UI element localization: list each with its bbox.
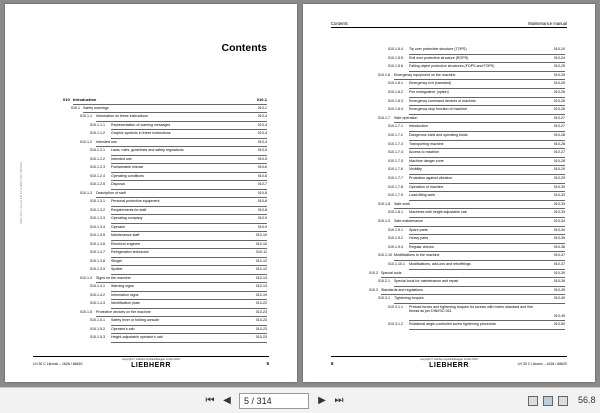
page-number-input[interactable] [239,393,309,409]
side-vertical-text: LWS 30 C Litronic EN 18 S 0001 FDC 05/2016 [19,161,23,224]
toc-entry[interactable] [63,96,267,105]
toc-entry-title: Safe work [394,201,410,206]
toc-entry-number: 010.1.3 [80,190,92,195]
toc-entry[interactable] [63,249,267,258]
toc-entry-page: 010-12 [255,267,267,271]
toc-entry[interactable] [63,283,267,292]
toc-entry-title: Introduction [409,124,428,129]
toc-entry-page: 010-26 [553,90,565,94]
toc-entry-title: Safety lever or folding console [111,318,160,322]
toc-entry-number: 010.1.6.2 [388,90,403,94]
toc-entry[interactable] [63,164,267,173]
toc-entry-page: 010-8 [257,207,267,212]
toc-entry-number: 010.3.1.1 [388,305,403,309]
toc-entry-page: 010-39 [553,270,565,275]
toc-entry-title: Safety warnings [83,105,109,110]
toc-entry[interactable] [63,190,267,199]
toc-entry-title: Modifications, add-ons and retrofittings [409,262,471,266]
toc-entry[interactable] [361,123,565,132]
toc-entry[interactable] [361,287,565,296]
toc-entry-page: 010-23 [255,335,267,339]
toc-entry-page: 010-25 [553,81,565,86]
toc-entry-page: 010-8 [257,199,267,203]
page-separator: / [251,396,255,406]
toc-entry-title: Machine danger zone [409,158,444,163]
toc-entry[interactable] [361,175,565,184]
toc-entry-title: Introduction [73,97,97,102]
last-page-icon[interactable]: ⏭ [334,395,344,406]
toc-entry[interactable] [361,55,565,64]
toc-entry-page: 010-5 [257,148,267,152]
toc-entry-title: Operator's cab [111,326,135,331]
toc-entry-number: 010.1.9.2 [388,236,403,241]
toc-entry[interactable] [63,207,267,216]
toc-entry-title: Tip over protective structure (TOPS) [409,47,467,51]
toc-entry-title: Load-lifting work [409,193,436,198]
toc-entry-title: Spotter [111,267,123,271]
toc-entry-number: 010.1.3.6 [90,241,105,246]
toc-entry[interactable] [63,181,267,190]
toc-entry-number: 010.1.10 [378,253,392,258]
toc-entry-title: Description of staff [96,190,126,195]
toc-entry-title: Refrigeration technician [111,250,149,254]
toc-entry[interactable] [63,258,267,267]
toc-entry[interactable] [361,115,565,124]
left-document-page [5,4,297,382]
toc-entry[interactable] [63,122,267,131]
toc-entry-page: 010-27 [553,150,565,155]
toc-entry-title: Operating company [111,216,143,220]
toc-entry[interactable] [63,266,267,275]
toc-entry[interactable] [361,46,565,55]
toc-entry-page: 010-4 [257,131,267,135]
toc-entry-page: 010-28 [553,133,565,137]
toc-entry-number: 010.1.7.3 [388,141,403,146]
toc-entry-title: Transporting machine [409,141,444,146]
toc-entry-number: 010.1.1 [80,114,92,118]
toc-entry-title: Warning signs [111,284,134,288]
two-page-view-icon[interactable] [543,396,553,406]
toc-entry[interactable] [361,201,565,210]
toc-entry-number: 010.1.6.3 [388,98,403,103]
toc-entry-number: 010.1.5 [80,309,92,314]
toc-entry-page: 010-33 [553,193,565,198]
toc-entry-title: Protective devices on the machine [96,309,151,314]
toc-entry[interactable] [361,63,565,72]
toc-entry-title: Information on these instructions [96,114,148,118]
liebherr-logo: LIEBHERR [131,362,171,369]
toc-entry-page: 010-11 [256,250,267,254]
toc-entry-title: Foreseeable misuse [111,165,144,169]
toc-entry-page: 010-30 [553,184,565,189]
toc-entry-page: 010-27 [553,115,565,120]
toc-entry[interactable] [63,147,267,156]
toc-entry-page: 010-49 [553,296,565,301]
toc-entry-title: Special tools [381,270,402,275]
toc-entry-title: Identification plate [111,301,140,305]
toc-entry-page: 010-49 [553,313,565,318]
toc-entry-title: Access to machine [409,150,440,155]
toc-entry[interactable] [361,80,565,89]
toc-entry[interactable] [361,166,565,175]
toc-entry-title: Information signs [111,292,139,297]
toc-entry-page: 010-10 [255,233,267,237]
toc-entry-number: 010.1.10.1 [388,262,405,266]
toc-entry-number: 010.1.7.7 [388,176,403,180]
page-footer [331,356,567,372]
toc-entry-page: 010-35 [553,236,565,241]
toc-entry[interactable] [63,309,267,318]
toc-entry-number: 010.1.7.1 [388,124,403,129]
toc-entry-page: 010-9 [257,216,267,220]
total-pages: 314 [256,396,272,406]
footer-brand [91,358,211,369]
toc-entry-number: 010.1.2 [80,139,92,144]
toc-entry[interactable] [63,326,267,335]
toc-entry[interactable] [361,227,565,236]
toc-entry-page: 010-22 [255,301,267,305]
toc-entry-number: 010.1.5.1 [90,318,105,322]
zoom-level[interactable]: 56.8 [578,395,596,405]
toc-entry-title: Falling object protective structures (FOPS and FOPS) [409,64,495,69]
toc-entry-number: 010.1.5.3 [90,335,105,339]
toc-entry-page: 010-8 [257,190,267,195]
toc-entry[interactable] [63,139,267,148]
toc-entry[interactable] [63,105,267,114]
toc-entry[interactable] [361,158,565,167]
toc-entry-page: 010-10 [255,241,267,246]
toc-entry-number: 010.3.1 [378,296,390,301]
toc-entry-number: 010.1.7 [378,115,390,120]
footer-copyright: copyright © Liebherr-Hydraulikbagger GmbH 2016 [122,358,180,361]
toc-entry-number: 010.1.2.1 [90,148,105,152]
toc-entry-title: Emergency exit (standard) [409,81,452,86]
toc-entry-page: 010-13 [255,275,267,280]
toc-entry[interactable] [361,218,565,227]
toc-entry-title: Visibility [409,167,422,172]
toc-entry-page: 010-23 [255,318,267,322]
toc-entry-page: 010-37 [553,253,565,258]
toc-entry-title: Laws, rules, guidelines and safety regulations [111,148,184,152]
toc-entry-number: 010.1.5.6 [388,64,403,69]
toc-entry[interactable] [361,141,565,150]
toc-entry-number: 010.1.6.1 [388,81,403,86]
toc-entry-number: 010.1.1.2 [90,131,105,135]
contents-title: Contents [221,42,267,54]
toc-entry-rule [111,342,267,343]
toc-entry[interactable] [361,209,565,218]
toc-entry-number: 010.1.6.4 [388,107,403,112]
toc-entry-number: 010.1.8 [378,201,390,206]
toc-entry[interactable] [63,317,267,326]
toc-entry-number: 010.1.3.9 [90,267,105,271]
toc-entry-title: Standards and regulations [381,287,423,292]
toc-entry-page: 010-1 [257,105,267,110]
next-page-icon[interactable]: ▶ [318,395,326,406]
toc-entry[interactable] [361,244,565,253]
toc-entry[interactable] [361,252,565,261]
toc-entry-number: 010.1.4.2 [90,292,105,297]
toc-entry[interactable] [63,113,267,122]
footer-model: LH 30 C Litronic – 1626 / 66620 [33,362,83,366]
toc-entry-page: 010-6 [257,165,267,169]
toc-entry-title: Protection against vibration [409,176,453,180]
toc-entry[interactable] [63,232,267,241]
toc-entry-page: 010-5 [257,156,267,161]
toc-entry-number: 010.1.3.5 [90,233,105,237]
toc-entry-title: Modifications to the machine [394,253,440,258]
toc-entry[interactable] [361,321,565,330]
toc-entry-title: Emergency command devices of machine [409,98,476,103]
toc-entry-title: Safe maintenance [394,219,423,223]
toc-entry-page: 010-49 [553,287,565,292]
toc-entry[interactable] [63,224,267,233]
toc-entry-title: Emergency equipment on the machine [394,72,456,77]
fit-width-icon[interactable] [558,396,568,406]
toc-entry-title: Roll over protective structure (ROPS) [409,55,469,60]
toc-entry-number: 010.1.7.9 [388,193,403,198]
toc-entry-number: 010.1.4.3 [90,301,105,305]
toc-entry-title: Operating conditions [111,173,144,178]
toc-entry[interactable] [361,295,565,304]
toc-entry-number: 010.1.2.3 [90,165,105,169]
toc-entry-number: 010.1.2.2 [90,156,105,161]
toc-entry-title: Height-adjustable operator's cab [111,335,163,339]
toc-entry-number: 010.1.4 [80,275,92,280]
toc-entry-title: Regular checks [409,244,434,249]
header-section: Contents [331,21,348,26]
toc-entry-number: 010.1 [71,105,80,110]
toc-entry[interactable] [361,270,565,279]
toc-entry[interactable] [361,132,565,141]
toc-entry-page: 010-7 [257,182,267,186]
first-page-icon[interactable]: ⏮ [205,395,215,406]
toc-entry[interactable] [63,198,267,207]
toc-entry-number: 010.1.7.6 [388,167,403,172]
toc-entry[interactable] [361,72,565,81]
toc-entry-page: 010-12 [255,258,267,263]
toc-entry-number: 010.1.5.4 [388,47,403,51]
toc-entry-title: Machines with height adjustable cab [409,210,467,215]
toc-entry[interactable] [63,215,267,224]
toc-entry-title: Maintenance staff [111,233,140,237]
toc-entry-title: Electrical engineer [111,241,141,246]
page-number: 5 [266,361,269,366]
toc-entry-number: 010.1.9.1 [388,227,403,232]
toc-entry-number: 010.3 [369,287,378,292]
toc-entry-number: 010.1.8.1 [388,210,403,215]
toc-entry-number: 010.1.3.7 [90,250,105,254]
toc-entry[interactable] [63,173,267,182]
toc-entry[interactable] [361,278,565,287]
toc-entry-number: 010.1.2.4 [90,173,105,178]
toc-entry-title: Operation of machine [409,184,444,189]
footer-model: LH 30 C Litronic – 1626 / 66620 [517,362,567,366]
toc-entry-number: 010.1.7.8 [388,184,403,189]
toc-entry-title: Dangerous fuels and operating fluids [409,133,468,137]
toc-entry[interactable] [361,261,565,270]
toc-entry-page: 010-23 [255,326,267,331]
toc-entry-page: 010-9 [257,224,267,229]
toc-entry-title: Intended use [96,139,117,144]
toc-entry-number: 010.1.4.1 [90,284,105,288]
toc-entry[interactable] [361,184,565,193]
toc-entry-number: 010.1.3.3 [90,216,105,220]
toc-entry-title: Slinger [111,258,123,263]
toc-entry-page: 010-29 [553,176,565,180]
toc-entry-number: 010.2 [369,270,378,275]
toc-entry-number: 010.1.9 [378,219,390,223]
toc-entry[interactable] [63,130,267,139]
toc-entry[interactable] [361,106,565,115]
toc-entry[interactable] [361,235,565,244]
toc-entry-number: 010.1.7.5 [388,158,403,163]
current-page-value: 5 [244,396,250,406]
toc-entry-title: Fire extinguisher (option) [409,90,449,94]
toc-entry-title: Graphic symbols in these instructions [111,131,171,135]
toc-entry-page: 010-34 [553,219,565,223]
toc-entry-page: 010-4 [257,114,267,118]
toc-entry-number: 010.1.6 [378,72,390,77]
single-page-view-icon[interactable] [528,396,538,406]
liebherr-logo: LIEBHERR [429,362,469,369]
toc-entry[interactable] [63,156,267,165]
toc-entry-page: 010-13 [255,284,267,288]
toc-entry-page: 010-27 [553,124,565,129]
toc-entry-number: 010.1.3.8 [90,258,105,263]
toc-entry-page: 010-1 [256,97,267,102]
toc-entry-title: Requirements for staff [111,207,147,212]
page-number: 6 [331,361,334,366]
toc-entry-title: Spare parts [409,227,428,232]
footer-copyright: copyright © Liebherr-Hydraulikbagger GmbH 2016 [420,358,478,361]
toc-entry[interactable] [361,192,565,201]
toc-entry-page: 010-34 [553,227,565,232]
toc-entry-page: 010-39 [553,279,565,284]
toc-entry-title: Safe operation [394,115,418,120]
toc-entry[interactable] [63,241,267,250]
toc-entry[interactable] [361,89,565,98]
toc-entry-page: 010-29 [553,167,565,172]
toc-entry[interactable] [361,98,565,107]
toc-entry-page: 010-19 [255,292,267,297]
toc-entry[interactable] [63,300,267,309]
toc-entry-number: 010.1.3.4 [90,224,105,229]
toc-entry-page: 010-25 [553,64,565,69]
toc-entry-number: 010.1.3.2 [90,207,105,212]
toc-entry-page: 010-24 [553,55,565,60]
toc-entry-number: 010.1.9.3 [388,244,403,249]
toc-entry-title: Heavy parts [409,236,429,241]
toc-entry-title: Emergency stop function of machine [409,107,468,112]
toc-entry-number: 010.1.2.5 [90,182,105,186]
toc-entry-page: 010-33 [553,201,565,206]
toc-entry-number: 010.1.5.5 [388,55,403,60]
prev-page-icon[interactable]: ◀ [223,395,231,406]
toc-entry-page: 010-26 [553,98,565,103]
header-manual-name: Maintenance manual [528,21,567,26]
toc-entry-title: Special tools for maintenance and repair [394,279,459,284]
toc-entry[interactable] [361,304,565,321]
toc-entry[interactable] [63,334,267,343]
toc-entry-title: Operator [111,224,126,229]
toc-entry-title: Rotational angle-controlled screw tightening procedure [409,322,496,327]
toc-entry-page: 010-24 [553,47,565,51]
toc-entry-title: Disposal [111,182,125,186]
toc-entry-title: Tightening torques [394,296,424,301]
toc-entry-page: 010-37 [553,262,565,266]
toc-entry[interactable] [361,149,565,158]
toc-entry-number: 010.1.7.2 [388,133,403,137]
toc-entry-title: Preload forces and tightening torques for screws with metric standard and fine thread as per DIN/ISO 261 [409,305,534,313]
toc-entry-page: 010-4 [257,139,267,144]
toc-entry-title: Intended use [111,156,132,161]
toc-entry-page: 010-28 [553,141,565,146]
toc-entry-page: 010-28 [553,158,565,163]
toc-entry[interactable] [63,275,267,284]
toc-entry-number: 010.1.7.4 [388,150,403,155]
toc-entry-page: 010-23 [255,309,267,314]
toc-entry-page: 010-26 [553,107,565,112]
toc-entry-title: Personal protective equipment [111,199,160,203]
toc-entry-page: 010-50 [553,322,565,327]
toc-entry-page: 010-25 [553,72,565,77]
toc-entry-page: 010-36 [553,244,565,249]
toc-entry-title: Representation of warning messages [111,122,171,127]
toc-entry[interactable] [63,292,267,301]
toc-entry-number: 010.1.3.1 [90,199,105,203]
toc-entry-page: 010-6 [257,173,267,178]
toc-entry-number: 010.1.5.2 [90,326,105,331]
page-footer [33,356,269,372]
toc-entry-number: 010.2.1 [378,279,390,284]
viewer-toolbar [0,387,600,413]
right-document-page [303,4,595,382]
toc-entry-number: 010 [63,97,70,102]
toc-entry-rule [409,329,565,330]
toc-entry-title: Signs on the machine [96,275,131,280]
toc-entry-number: 010.1.1.1 [90,122,105,127]
toc-entry-page: 010-33 [553,210,565,215]
toc-entry-number: 010.3.1.2 [388,322,403,327]
toc-entry-page: 010-4 [257,122,267,127]
footer-brand [389,358,509,369]
page-header [331,20,567,28]
